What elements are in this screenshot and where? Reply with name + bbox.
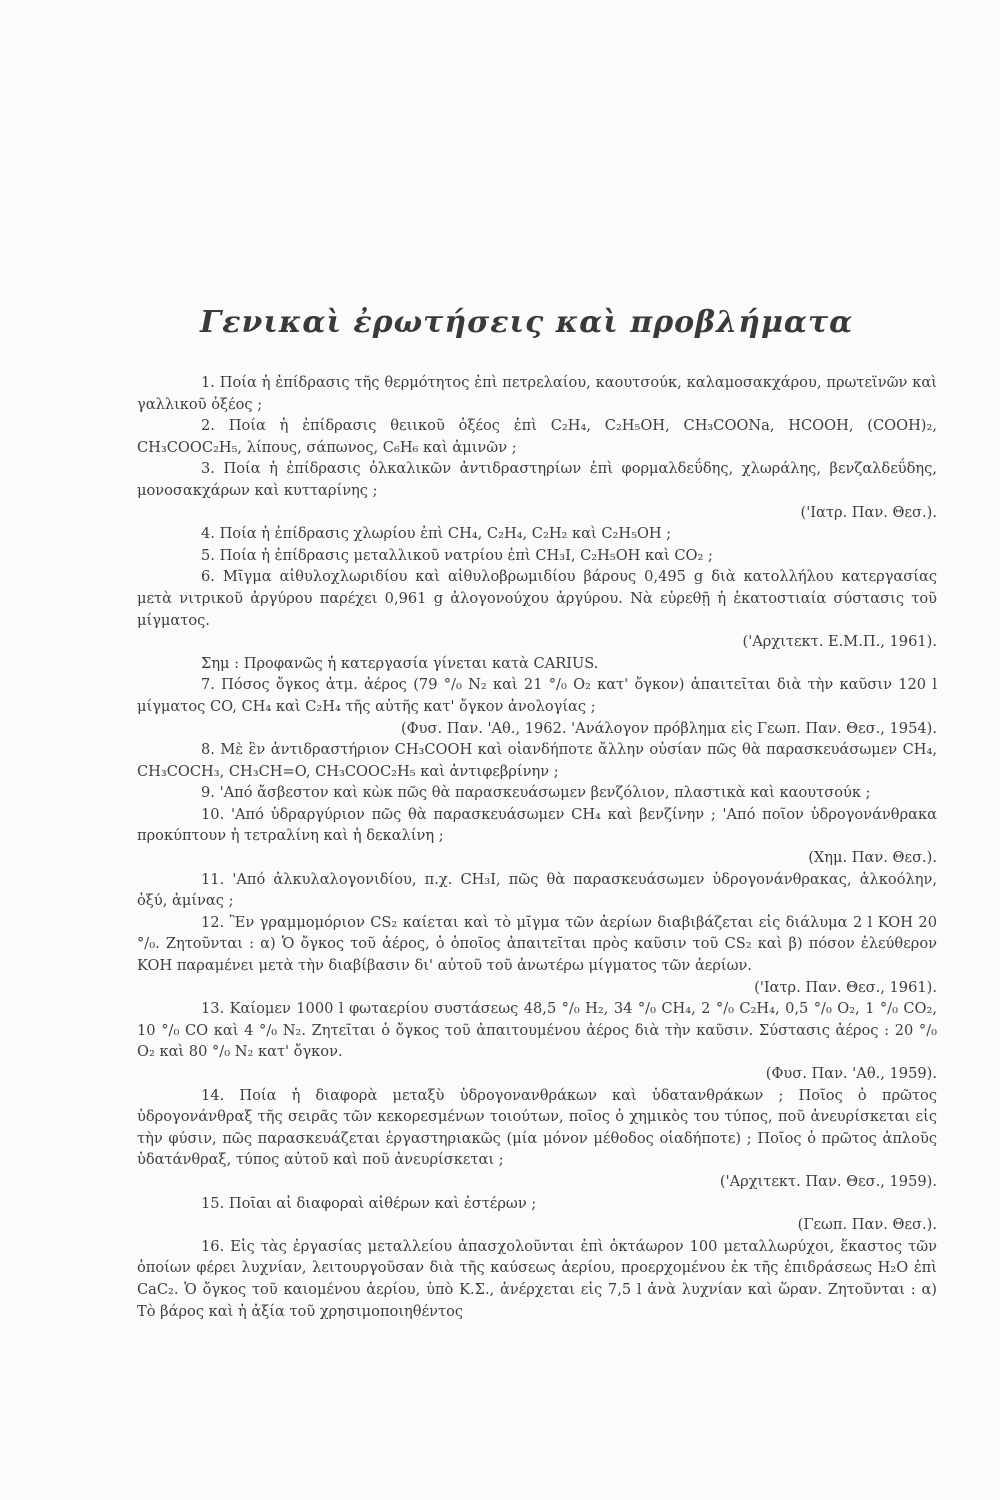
- question-7-source: (Φυσ. Παν. 'Αθ., 1962. 'Ανάλογον πρόβλημα εἰς Γεωπ. Παν. Θεσ., 1954).: [400, 719, 937, 737]
- question-14-source: ('Αρχιτεκτ. Παν. Θεσ., 1959).: [719, 1172, 937, 1190]
- question-7: 7. Πόσος ὄγκος ἀτμ. ἀέρος (79 °/₀ N₂ καὶ 21 °/₀ O₂ κατ' ὄγκον) ἀπαιτεῖται διὰ τὴν καῦσιν 120 l μίγματος CO, CH₄ καὶ C₂H₄ τῆς αὐτῆς κατ' ὄγκον ἀνολογίας ;: [137, 676, 937, 715]
- question-9: 9. 'Από ἄσβεστον καὶ κὼκ πῶς θὰ παρασκευάσωμεν βενζόλιον, πλαστικὰ καὶ καουτσούκ ;: [201, 784, 871, 802]
- page-title: Γενικαὶ ἐρωτήσεις καὶ προβλήματα: [200, 305, 854, 340]
- question-6: 6. Μῖγμα αἰθυλοχλωριδίου καὶ αἰθυλοβρωμιδίου βάρους 0,495 g διὰ κατολλήλου κατεργασίας μετὰ νιτρικοῦ ἀργύρου παρέχει 0,961 g ἀλογονούχου ἀργύρου. Νὰ εὑρεθῇ ἡ ἑκατοστιαία σύστασις τοῦ μίγματος.: [137, 568, 937, 629]
- question-10-source: (Χημ. Παν. Θεσ.).: [808, 849, 937, 867]
- question-10: 10. 'Από ὑδραργύριον πῶς θὰ παρασκευάσωμεν CH₄ καὶ βενζίνην ; 'Από ποῖον ὑδρογονάνθρακα προκύπτουν ἡ τετραλίνη καὶ ἡ δεκαλίνη ;: [137, 805, 937, 845]
- question-13-source: (Φυσ. Παν. 'Αθ., 1959).: [765, 1065, 937, 1082]
- question-5: 5. Ποία ἡ ἐπίδρασις μεταλλικοῦ νατρίου ἐπὶ CH₃I, C₂H₅OH καὶ CO₂ ;: [201, 546, 713, 564]
- question-11: 11. 'Από ἀλκυλαλογονιδίου, π.χ. CH₃I, πῶς θὰ παρασκευάσωμεν ὑδρογονάνθρακας, ἀλκοόλην, ὀξύ, ἀμίνας ;: [137, 870, 937, 910]
- note: Σημ : Προφανῶς ἡ κατεργασία γίνεται κατὰ CARIUS.: [201, 654, 599, 672]
- question-3: 3. Ποία ἡ ἐπίδρασις ὀλκαλικῶν ἀντιδραστηρίων ἐπὶ φορμαλδεΰδης, χλωράλης, βενζαλδεΰδης, μονοσακχάρων καὶ κυτταρίνης ;: [137, 460, 937, 499]
- question-8: 8. Μὲ ἓν ἀντιδραστήριον CH₃COOH καὶ οἱανδήποτε ἄλλην οὐσίαν πῶς θὰ παρασκευάσωμεν CH₄, CH₃COCH₃, CH₃CH=O, CH₃COOC₂H₅ καὶ ἀντιφεβρίνην ;: [137, 741, 937, 780]
- question-3-source: ('Ιατρ. Παν. Θεσ.).: [800, 503, 937, 521]
- question-12-source: ('Ιατρ. Παν. Θεσ., 1961).: [754, 978, 937, 996]
- question-6-source: ('Αρχιτεκτ. Ε.Μ.Π., 1961).: [742, 633, 937, 651]
- question-1: 1. Ποία ἡ ἐπίδρασις τῆς θερμότητος ἐπὶ πετρελαίου, καουτσούκ, καλαμοσακχάρου, πρωτεϊνῶν καὶ γαλλικοῦ ὀξέος ;: [137, 374, 937, 413]
- question-15-source: (Γεωπ. Παν. Θεσ.).: [797, 1216, 937, 1234]
- questions-body: [137, 372, 937, 1322]
- question-13: 13. Καίομεν 1000 l φωταερίου συστάσεως 48,5 °/₀ H₂, 34 °/₀ CH₄, 2 °/₀ C₂H₄, 0,5 °/₀ O₂, 1 °/₀ CO₂, 10 °/₀ CO καὶ 4 °/₀ N₂. Ζητεῖται ὁ ὄγκος τοῦ ἀπαιτουμένου ἀέρος διὰ τὴν καῦσιν. Σύστασις ἀέρος : 20 °/₀ O₂ καὶ 80 °/₀ N₂ κατ' ὄγκον.: [137, 1000, 937, 1061]
- question-4: 4. Ποία ἡ ἐπίδρασις χλωρίου ἐπὶ CH₄, C₂H₄, C₂H₂ καὶ C₂H₅OH ;: [201, 525, 672, 543]
- question-16: 16. Εἰς τὰς ἐργασίας μεταλλείου ἀπασχολοῦνται ἐπὶ ὀκτάωρον 100 μεταλλωρύχοι, ἕκαστος τῶν ὁποίων φέρει λυχνίαν, λειτουργοῦσαν διὰ τῆς καύσεως ἀερίου, προερχομένου ἐκ τῆς ἐπιδράσεως H₂O ἐπὶ CaC₂. Ὁ ὄγκος τοῦ καιομένου ἀερίου, ὑπὸ Κ.Σ., ἀνέρχεται εἰς 7,5 l ἀνὰ λυχνίαν καὶ ὥραν. Ζητοῦνται : α) Τὸ βάρος καὶ ἡ ἀξία τοῦ χρησιμοποιηθέντος: [137, 1237, 937, 1320]
- question-14: 14. Ποία ἡ διαφορὰ μεταξὺ ὑδρογονανθράκων καὶ ὑδατανθράκων ; Ποῖος ὁ πρῶτος ὑδρογονάνθραξ τῆς σειρᾶς τῶν κεκορεσμένων τοιούτων, ποῖος ὁ χημικὸς του τύπος, ποῦ ἀνευρίσκεται εἰς τὴν φύσιν, πῶς παρασκευάζεται ἐργαστηριακῶς (μία μόνον μέθοδος οἱαδήποτε) ; Ποῖος ὁ πρῶτος ἁπλοῦς ὑδατάνθραξ, τύπος αὐτοῦ καὶ ποῦ ἀνευρίσκεται ;: [137, 1086, 937, 1169]
- question-12: 12. Ἓν γραμμομόριον CS₂ καίεται καὶ τὸ μῖγμα τῶν ἀερίων διαβιβάζεται εἰς διάλυμα 2 l KOH 20 °/₀. Ζητοῦνται : α) Ὁ ὄγκος τοῦ ἀέρος, ὁ ὁποῖος ἀπαιτεῖται πρὸς καῦσιν τοῦ CS₂ καὶ β) πόσον ἐλεύθερον KOH παραμένει μετὰ τὴν διαβίβασιν δι' αὐτοῦ τοῦ ἀνωτέρω μίγματος τῶν ἀερίων.: [137, 913, 937, 975]
- question-15: 15. Ποῖαι αἱ διαφοραὶ αἰθέρων καὶ ἐστέρων ;: [201, 1194, 537, 1212]
- question-2: 2. Ποία ἡ ἐπίδρασις θειικοῦ ὀξέος ἐπὶ C₂H₄, C₂H₅OH, CH₃COONa, HCOOH, (COOH)₂, CH₃COOC₂H₅, λίπους, σάπωνος, C₆H₆ καὶ ἀμινῶν ;: [137, 417, 937, 456]
